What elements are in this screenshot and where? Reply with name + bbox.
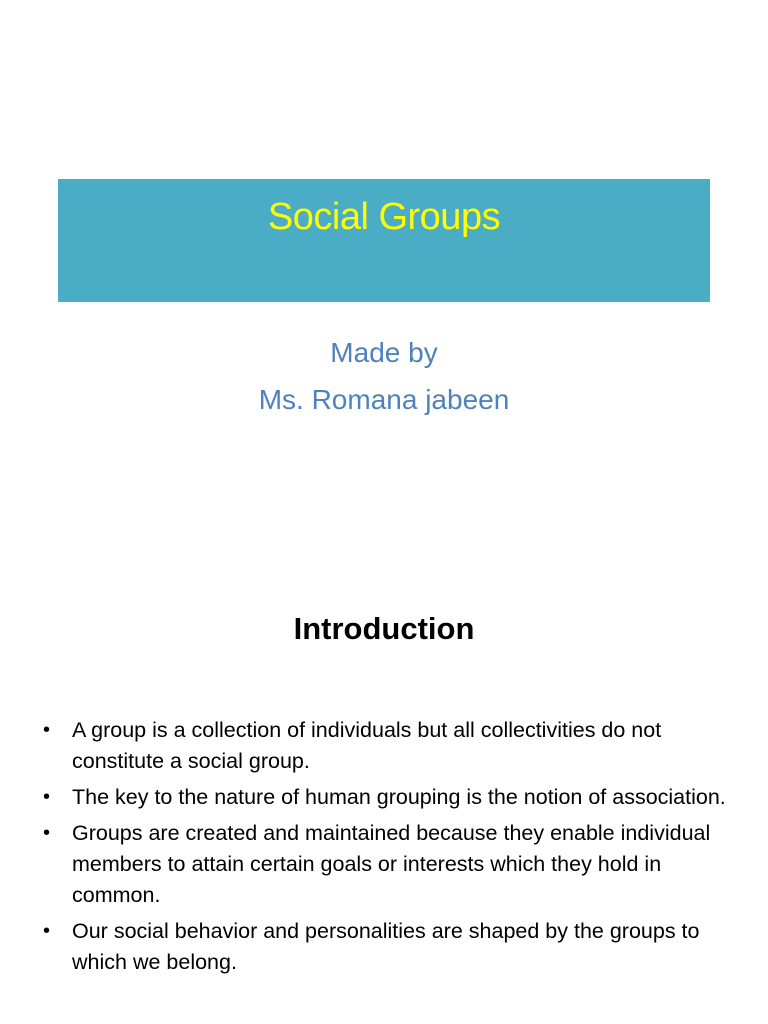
subtitle-author: Ms. Romana jabeen	[258, 384, 510, 415]
bullet-icon: •	[43, 920, 51, 942]
bullet-icon: •	[43, 719, 51, 741]
introduction-slide	[0, 560, 768, 1024]
subtitle-made-by: Made by	[330, 337, 438, 368]
title-banner	[58, 179, 710, 302]
list-item	[40, 715, 730, 777]
slide-title: Social Groups	[267, 196, 501, 238]
bullet-text: Groups are created and maintained because they enable individual members to attain certain goals or interests which they hold in common.	[72, 821, 711, 907]
list-item	[40, 818, 730, 911]
bullet-text: The key to the nature of human grouping is the notion of association.	[72, 785, 726, 809]
bullet-text: Our social behavior and personalities are shaped by the groups to which we belong.	[72, 919, 700, 974]
bullet-icon: •	[43, 822, 51, 844]
list-item	[40, 916, 730, 978]
bullet-list	[40, 715, 730, 983]
bullet-icon: •	[43, 786, 51, 808]
list-item	[40, 782, 730, 813]
slide-heading: Introduction	[293, 611, 475, 646]
bullet-text: A group is a collection of individuals but all collectivities do not constitute a social group.	[72, 718, 662, 773]
